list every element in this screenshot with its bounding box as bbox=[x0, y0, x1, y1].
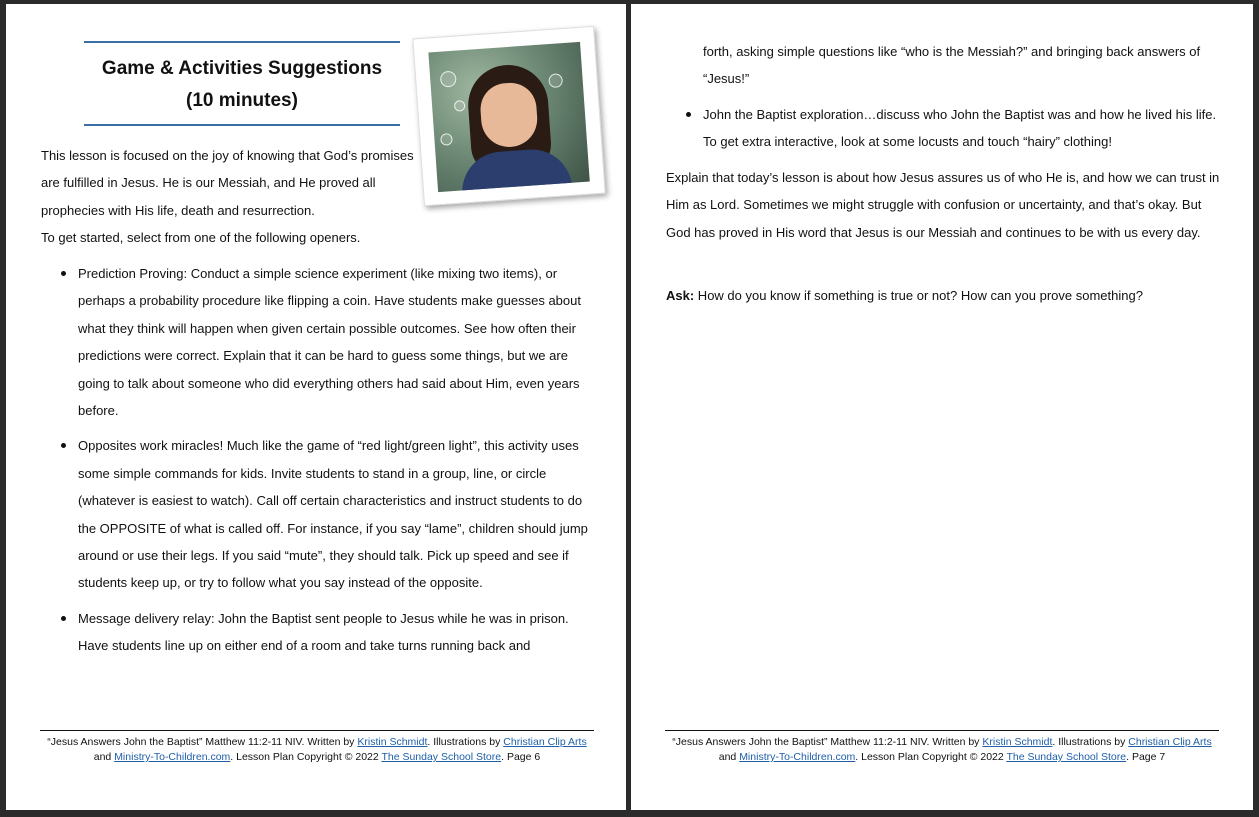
ask-paragraph bbox=[666, 282, 1226, 309]
page-right bbox=[631, 4, 1253, 810]
photo-image bbox=[428, 42, 589, 192]
illustrations-link[interactable]: Christian Clip Arts bbox=[1128, 736, 1212, 748]
activity-list bbox=[666, 101, 1218, 164]
footer-text: . Lesson Plan Copyright © 2022 bbox=[855, 751, 1007, 763]
ask-label: Ask: bbox=[666, 288, 695, 303]
list-item bbox=[666, 101, 1218, 156]
illustrations-link[interactable]: Christian Clip Arts bbox=[503, 736, 587, 748]
activity-text: Prediction Proving: Conduct a simple science experiment (like mixing two items), or perhaps a probability procedure like flipping a coin. Have students make guesses about what they think will happen when given certain possible outcomes. See how often their predictions were correct. Explain that it can be hard to guess some things, but we are going to talk about someone who did everything others had said about Him, even years before. bbox=[78, 266, 581, 419]
footer-text: . Lesson Plan Copyright © 2022 bbox=[230, 751, 382, 763]
author-link[interactable]: Kristin Schmidt bbox=[982, 736, 1053, 748]
activity-text: John the Baptist exploration…discuss who John the Baptist was and how he lived his life. To get extra interactive, look at some locusts and touch “hairy” clothing! bbox=[703, 107, 1217, 150]
page-number: . Page 6 bbox=[501, 751, 541, 763]
page-footer bbox=[40, 730, 594, 765]
ministry-link[interactable]: Ministry-To-Children.com bbox=[114, 751, 231, 763]
explain-paragraph: Explain that today’s lesson is about how Jesus assures us of who He is, and how we can trust in Him as Lord. Sometimes we might struggle with confusion or uncertainty, and that’s okay. But God has proved in His word that Jesus is our Messiah and continues to be with us every day. bbox=[666, 170, 1220, 240]
author-link[interactable]: Kristin Schmidt bbox=[357, 736, 428, 748]
continued-text: forth, asking simple questions like “who is the Messiah?” and bringing back answers of “Jesus!” bbox=[703, 44, 1201, 87]
page-number: . Page 7 bbox=[1126, 751, 1166, 763]
ask-question: How do you know if something is true or not? How can you prove something? bbox=[694, 288, 1143, 303]
activity-text: Opposites work miracles! Much like the game of “red light/green light”, this activity uses some simple commands for kids. Invite students to stand in a group, line, or circle (whatever is easiest to watch). Call off certain characteristics and instruct students to do the OPPOSITE of what is called off. For instance, if you say “lame”, children should jump around or use their legs. If you said “mute”, they should talk. Pick up speed and see if students keep up, or try to follow what you say instead of the opposite. bbox=[78, 438, 588, 591]
bullet-icon bbox=[61, 443, 66, 448]
footer-text: and bbox=[718, 751, 740, 763]
activity-list bbox=[41, 260, 601, 668]
store-link[interactable]: The Sunday School Store bbox=[1006, 751, 1127, 763]
footer-text: and bbox=[93, 751, 115, 763]
footer-text: . Illustrations by bbox=[1052, 736, 1129, 748]
child-photo bbox=[412, 26, 605, 206]
bullet-icon bbox=[61, 271, 66, 276]
heading-title: Game & Activities Suggestions bbox=[101, 58, 383, 79]
openers-prompt: To get started, select from one of the following openers. bbox=[41, 230, 361, 245]
intro-paragraph: This lesson is focused on the joy of knowing that God’s promises are fulfilled in Jesus. He is our Messiah, and He proved all prophecies with His life, death and resurrection. bbox=[41, 148, 414, 218]
footer-citation: “Jesus Answers John the Baptist” Matthew 11:2-11 NIV. Written by bbox=[47, 736, 358, 748]
list-item bbox=[41, 432, 601, 596]
page-left bbox=[6, 4, 626, 810]
section-heading bbox=[84, 41, 400, 126]
bullet-icon bbox=[61, 616, 66, 621]
activity-text: Message delivery relay: John the Baptist sent people to Jesus while he was in prison. Have students line up on either end of a room and take turns running back and bbox=[78, 610, 569, 654]
list-item bbox=[41, 605, 601, 660]
ministry-link[interactable]: Ministry-To-Children.com bbox=[739, 751, 856, 763]
footer-citation: “Jesus Answers John the Baptist” Matthew 11:2-11 NIV. Written by bbox=[672, 736, 983, 748]
bullet-icon bbox=[686, 112, 691, 117]
page-footer bbox=[665, 730, 1219, 765]
store-link[interactable]: The Sunday School Store bbox=[381, 751, 502, 763]
heading-duration: (10 minutes) bbox=[186, 90, 298, 111]
footer-text: . Illustrations by bbox=[427, 736, 504, 748]
list-item bbox=[41, 260, 601, 424]
